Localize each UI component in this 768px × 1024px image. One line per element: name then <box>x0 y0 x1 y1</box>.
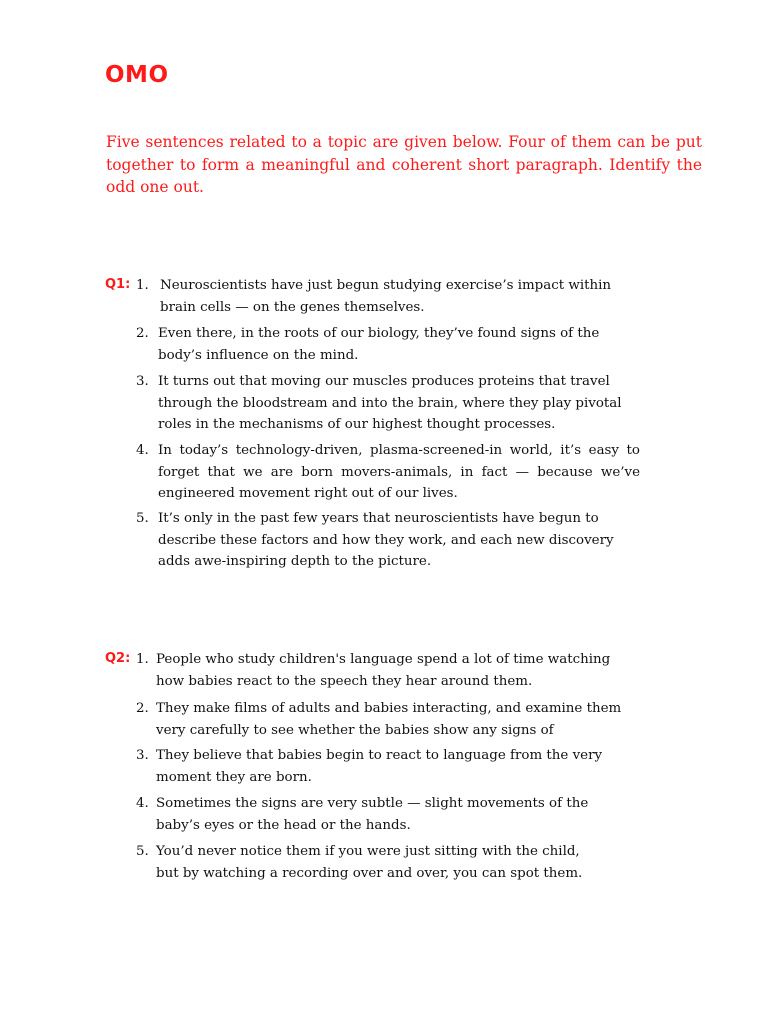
item-text: It turns out that moving our muscles produces proteins that travel through the bloodstream and into the brain, where they play pivotal roles in the mechanisms of our highest thought processes. <box>158 374 622 433</box>
item-number: 4. <box>136 796 149 811</box>
list-item <box>136 793 616 836</box>
item-number: 2. <box>136 701 149 716</box>
document-title: OMO <box>105 62 169 88</box>
question-label: Q2: <box>105 651 131 666</box>
instructions-paragraph: Five sentences related to a topic are given below. Four of them can be put together to form a meaningful and coherent short paragraph. Identify the odd one out. <box>106 133 702 196</box>
item-number: 3. <box>136 748 149 763</box>
item-text: They believe that babies begin to react to language from the very moment they are born. <box>156 748 603 785</box>
item-text: They make films of adults and babies interacting, and examine them very carefully to see whether the babies show any signs of <box>156 701 622 738</box>
item-text: People who study children's language spend a lot of time watching how babies react to the speech they hear around them. <box>156 652 611 689</box>
item-text: Sometimes the signs are very subtle — slight movements of the baby’s eyes or the head or the hands. <box>156 796 589 833</box>
question-label: Q1: <box>105 277 131 292</box>
list-item <box>136 371 644 436</box>
item-text: In today’s technology-driven, plasma-screened-in world, it’s easy to forget that we are born movers-animals, in fact — because we’ve engineered movement right out of our lives. <box>158 443 640 502</box>
list-item <box>136 841 606 884</box>
list-item <box>136 275 630 318</box>
item-number: 4. <box>136 443 149 458</box>
list-item <box>136 698 638 741</box>
item-number: 5. <box>136 511 149 526</box>
item-text: Even there, in the roots of our biology, they’ve found signs of the body’s influence on the mind. <box>158 326 600 363</box>
item-number: 3. <box>136 374 149 389</box>
list-item <box>136 649 632 692</box>
list-item <box>136 440 640 505</box>
list-item <box>136 323 630 366</box>
item-number: 1. <box>136 652 149 667</box>
item-text: Neuroscientists have just begun studying exercise’s impact within brain cells — on the genes themselves. <box>160 278 612 315</box>
item-text: It’s only in the past few years that neuroscientists have begun to describe these factors and how they work, and each new discovery adds awe-inspiring depth to the picture. <box>158 511 614 570</box>
item-number: 2. <box>136 326 149 341</box>
item-number: 5. <box>136 844 149 859</box>
list-item <box>136 745 638 788</box>
list-item <box>136 508 632 573</box>
item-number: 1. <box>136 278 149 293</box>
item-text: You’d never notice them if you were just sitting with the child, but by watching a recording over and over, you can spot them. <box>156 844 583 881</box>
